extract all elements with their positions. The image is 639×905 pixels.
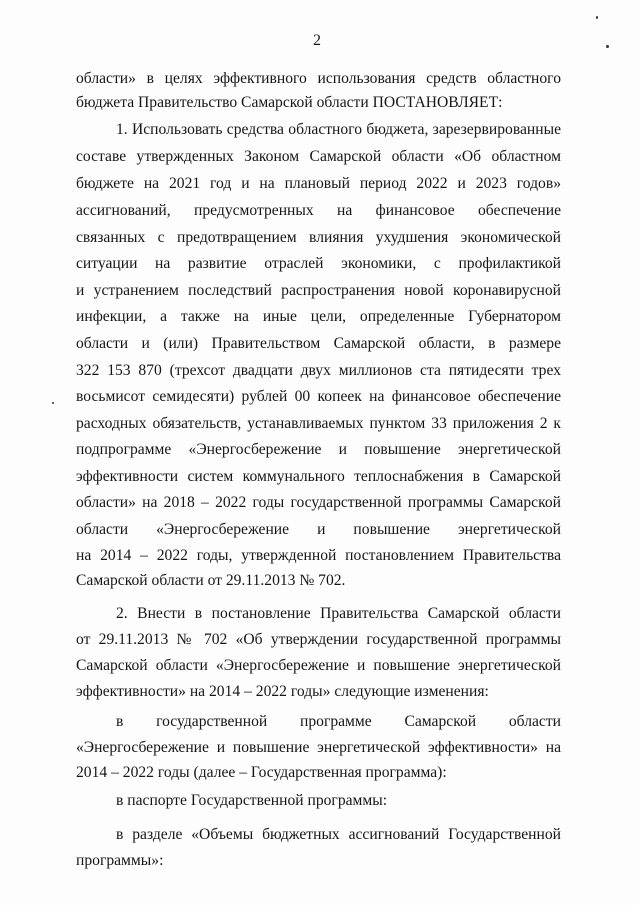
text-line: 1. Использовать средства областного бюджета, зарезервированные: [116, 121, 561, 138]
text-line: расходных обязательств, устанавливаемых пунктом 33 приложения 2 к: [76, 415, 561, 432]
text-line: инфекции, а также на иные цели, определенные Губернатором: [76, 308, 561, 325]
text-line: «Энергосбережение и повышение энергетической эффективности» на: [76, 739, 561, 756]
text-line: составе утвержденных Законом Самарской области «Об областном: [76, 148, 561, 165]
text-line: ассигнований, предусмотренных на финансовое обеспечение: [76, 202, 561, 219]
scan-speck: [596, 16, 598, 19]
text-line: подпрограмме «Энергосбережение и повышение энергетической: [76, 441, 561, 458]
text-line: связанных с предотвращением влияния ухудшения экономической: [76, 229, 561, 246]
text-line: в разделе «Объемы бюджетных ассигнований Государственной: [116, 826, 561, 843]
text-line: бюджете на 2021 год и на плановый период 2022 и 2023 годов»: [76, 175, 561, 192]
page-number: 2: [313, 32, 321, 49]
text-line: области» в целях эффективного использования средств областного: [76, 70, 561, 87]
text-line: в государственной программе Самарской области: [116, 713, 561, 730]
text-line: Самарской области «Энергосбережение и повышение энергетической: [76, 657, 561, 674]
text-line: 2014 – 2022 годы (далее – Государственная программа):: [76, 764, 447, 781]
text-line: программы»:: [76, 852, 164, 869]
text-line: области «Энергосбережение и повышение энергетической: [76, 521, 561, 538]
text-line: в паспорте Государственной программы:: [116, 792, 388, 809]
text-line: бюджета Правительство Самарской области ПОСТАНОВЛЯЕТ:: [76, 94, 503, 111]
text-line: от 29.11.2013 № 702 «Об утверждении государственной программы: [76, 631, 561, 648]
scan-speck: [52, 402, 54, 404]
text-line: эффективности» на 2014 – 2022 годы» следующие изменения:: [76, 683, 489, 700]
text-line: 2. Внести в постановление Правительства Самарской области: [116, 605, 561, 622]
text-line: восьмисот семидесяти) рублей 00 копеек на финансовое обеспечение: [76, 388, 561, 405]
text-line: эффективности систем коммунального теплоснабжения в Самарской: [76, 468, 561, 485]
text-line: области и (или) Правительством Самарской области, в размере: [76, 335, 561, 352]
text-line: области» на 2018 – 2022 годы государственной программы Самарской: [76, 494, 561, 511]
text-line: 322 153 870 (трехсот двадцати двух миллионов ста пятидесяти трех: [76, 362, 561, 379]
scan-speck: [606, 45, 609, 48]
text-line: Самарской области от 29.11.2013 № 702.: [76, 572, 346, 589]
text-line: на 2014 – 2022 годы, утвержденной постановлением Правительства: [76, 547, 561, 564]
text-line: ситуации на развитие отраслей экономики, с профилактикой: [76, 255, 561, 272]
text-line: и устранением последствий распространения новой коронавирусной: [76, 282, 561, 299]
